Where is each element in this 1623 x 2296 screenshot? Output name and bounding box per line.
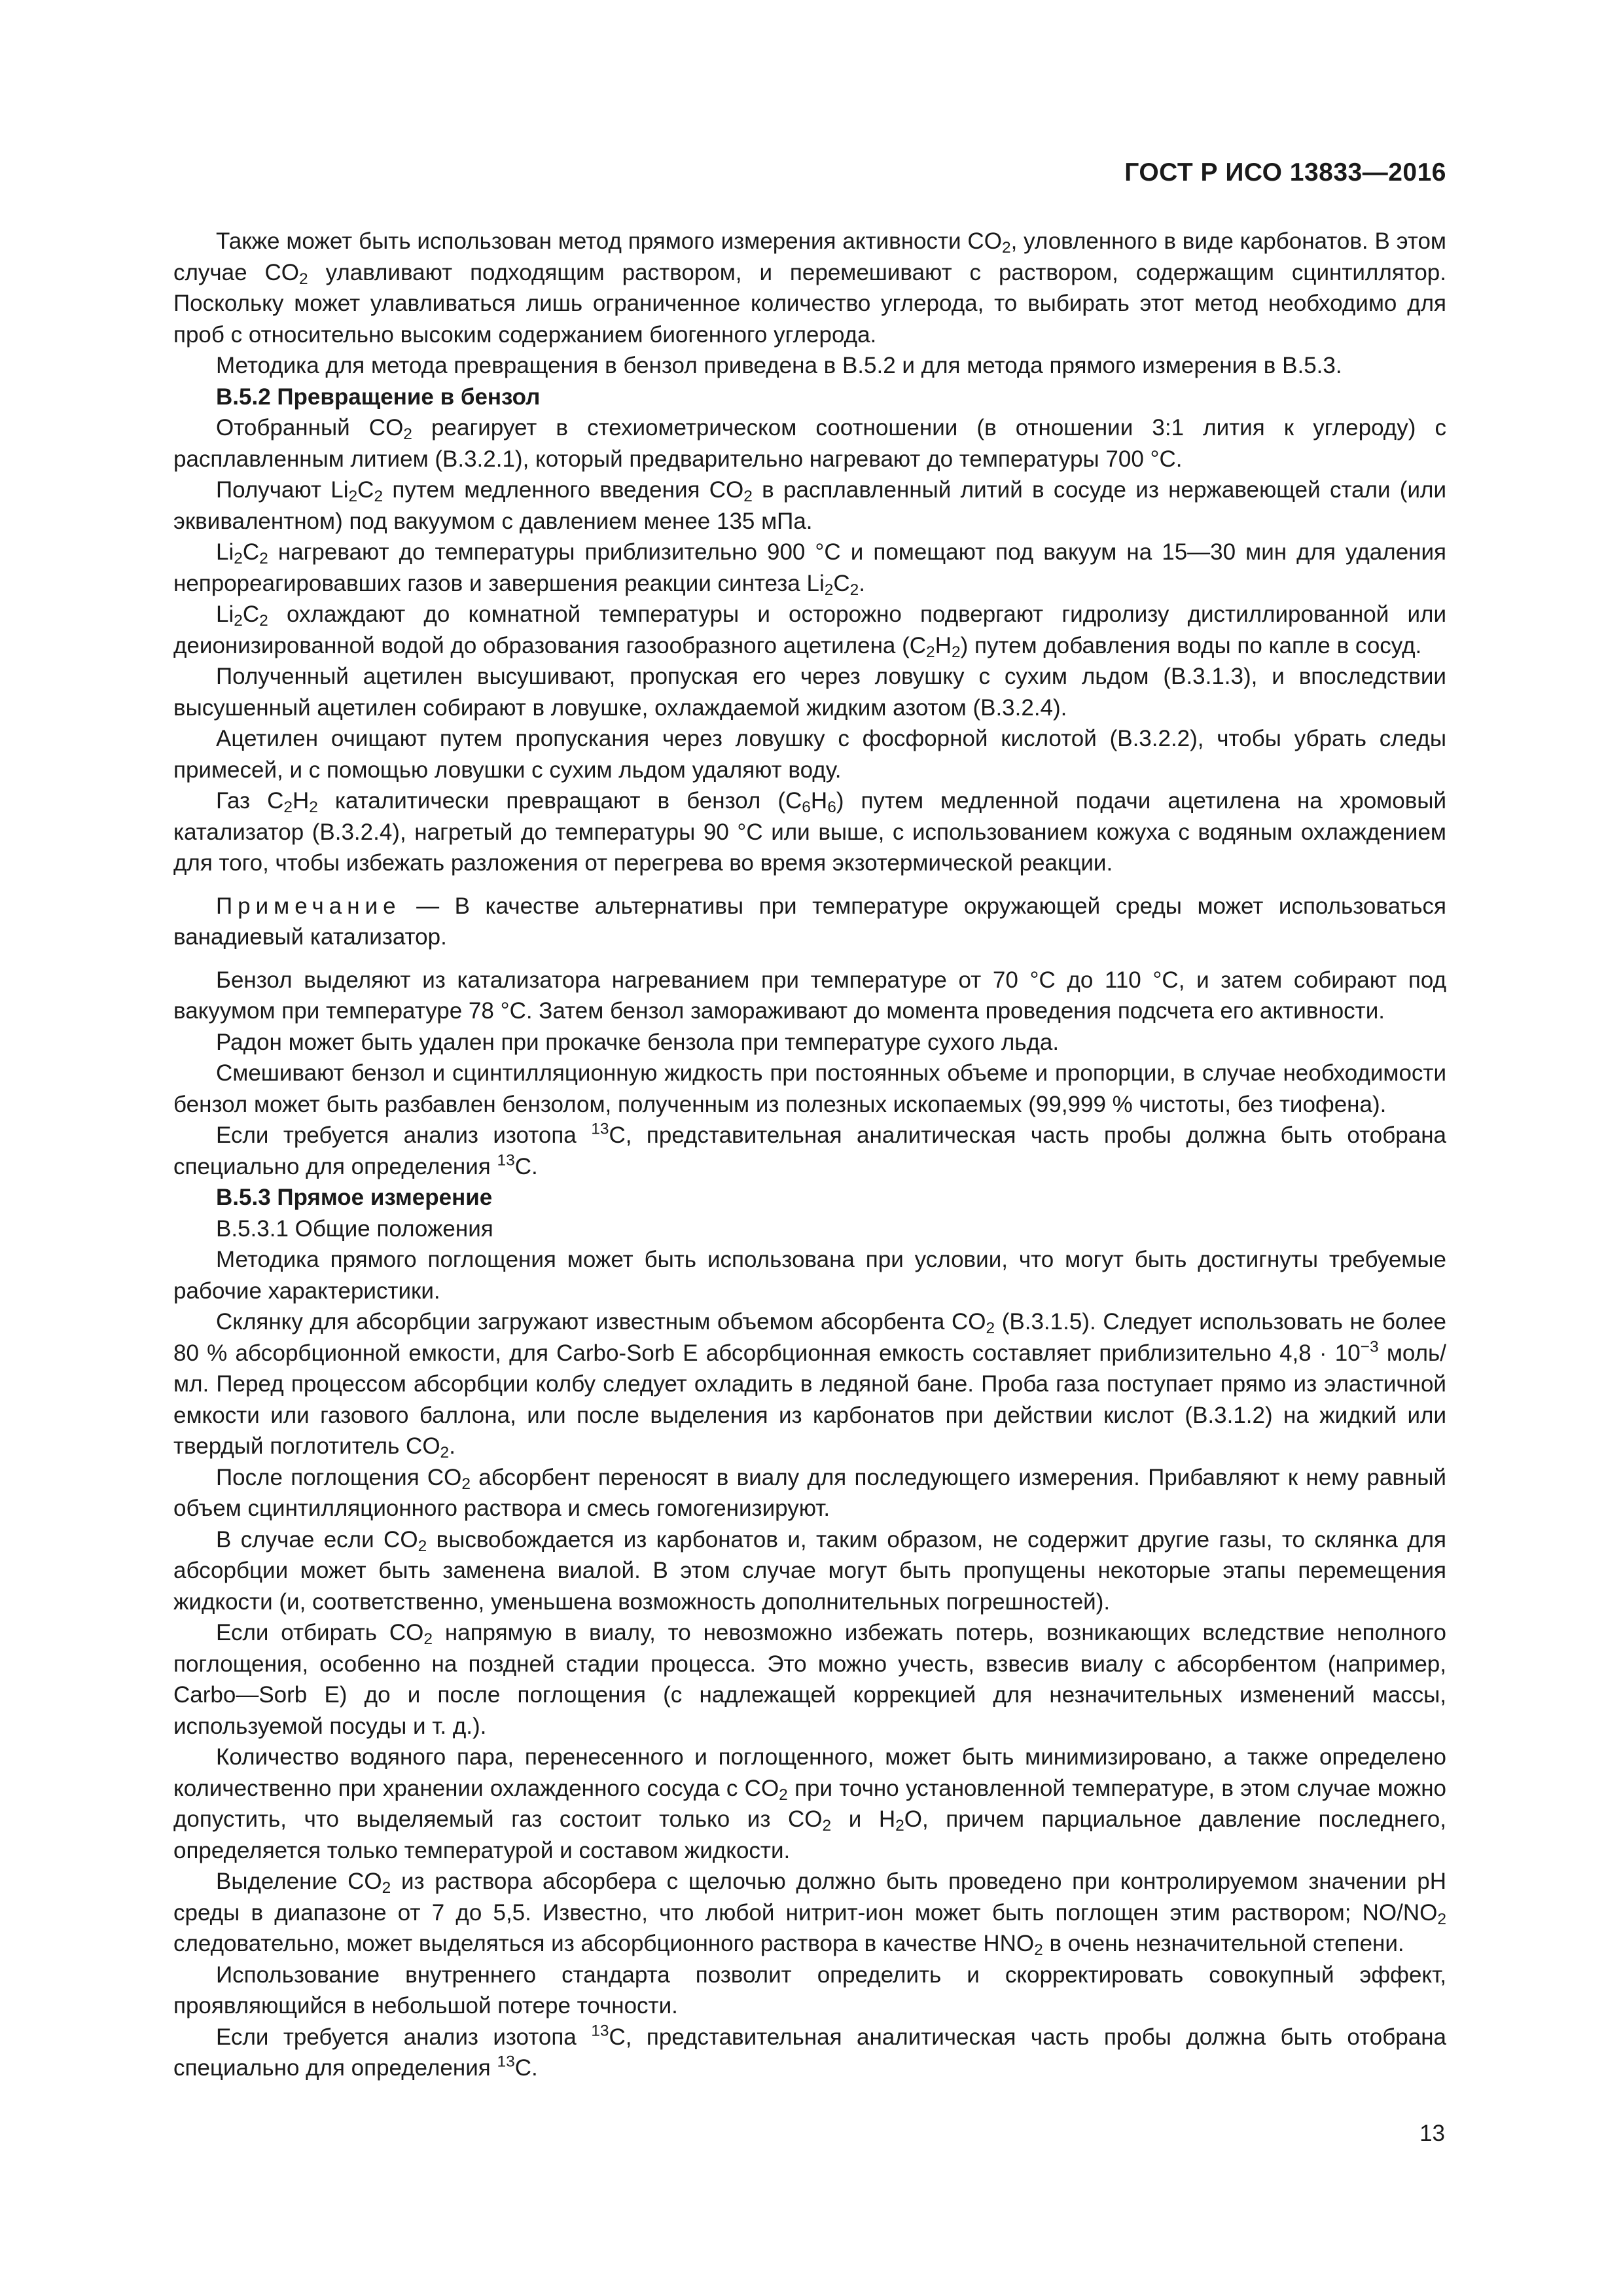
paragraph: Полученный ацетилен высушивают, пропуская его через ловушку с сухим льдом (В.3.1.3), и впоследствии высушенный ацетилен собирают в ловушке, охлаждаемой жидким азотом (В.3.2.4). bbox=[173, 664, 1446, 721]
paragraph: После поглощения $CO_2$ абсорбент переносят в виалу для последующего измерения. Прибавляют к нему равный объем сцинтилляционного раствора и смесь гомогенизируют. bbox=[173, 1464, 1446, 1521]
paragraph: $Li_2C_2$ нагревают до температуры приблизительно 900 °С и помещают под вакуум на 15—30 мин для удаления непрореагировавших газов и завершения реакции синтеза $Li_2C_2$. bbox=[173, 539, 1446, 599]
paragraph: Выделение $CO_2$ из раствора абсорбера с щелочью должно быть проведено при контролируемом значении pH среды в диапазоне от 7 до 5,5. Известно, что любой нитрит-ион может быть поглощен этим раствором; $NO/NO_2$ следовательно, может выделяться из абсорбционного раствора в качестве $HNO_2$ в очень незначительной степени. bbox=[173, 1869, 1446, 1960]
paragraph: Бензол выделяют из катализатора нагреванием при температуре от 70 °С до 110 °С, и затем собирают под вакуумом при температуре 78 °С. Затем бензол замораживают до момента проведения подсчета его активности. bbox=[173, 967, 1446, 1024]
paragraph: В случае если $CO_2$ высвобождается из карбонатов и, таким образом, не содержит другие газы, то склянка для абсорбции может быть заменена виалой. В этом случае могут быть пропущены некоторые этапы перемещения жидкости (и, соответственно, уменьшена возможность дополнительных погрешностей). bbox=[173, 1526, 1447, 1615]
page-number: 13 bbox=[1419, 2121, 1445, 2146]
paragraph: Если требуется анализ изотопа $^{13}$C, представительная аналитическая часть пробы должна быть отобрана специально для определения $^{13}$C. bbox=[173, 2022, 1447, 2081]
note-label: Примечание bbox=[216, 893, 401, 919]
paragraph: Смешивают бензол и сцинтилляционную жидкость при постоянных объеме и пропорции, в случае необходимости бензол может быть разбавлен бензолом, полученным из полезных ископаемых (99,999 % чистоты, без тиофена). bbox=[173, 1060, 1446, 1117]
paragraph: Склянку для абсорбции загружают известным объемом абсорбента $CO_2$ (В.3.1.5). Следует использовать не более 80 % абсорбционной емкости, для Carbo-Sorb E абсорбционная емкость составляет приблизительно $4,8 \cdot 10^{-3}$ моль/мл. Перед процессом абсорбции колбу следует охладить в ледяной бане. Проба газа поступает прямо из эластичной емкости или газового баллона, или после выделения из карбонатов при действии кислот (В.3.1.2) на жидкий или твердый поглотитель $CO_2$. bbox=[173, 1309, 1446, 1462]
paragraph: Также может быть использован метод прямого измерения активности $CO_2$, уловленного в виде карбонатов. В этом случае $CO_2$ улавливают подходящим раствором, и перемешивают с раствором, содержащим сцинтиллятор. Поскольку может улавливаться лишь ограниченное количество углерода, то выбирать этот метод необходимо для проб с относительно высоким содержанием биогенного углерода. bbox=[173, 228, 1446, 348]
section-heading-b53: В.5.3 Прямое измерение bbox=[216, 1185, 493, 1210]
paragraph: Количество водяного пара, перенесенного и поглощенного, может быть минимизировано, а также определено количественно при хранении охлажденного сосуда с $CO_2$ при точно установленной температуре, в этом случае можно допустить, что выделяемый газ состоит только из $CO_2$ и $H_2O$, причем парциальное давление последнего, определяется только температурой и составом жидкости. bbox=[173, 1744, 1446, 1863]
paragraph: Радон может быть удален при прокачке бензола при температуре сухого льда. bbox=[216, 1029, 1060, 1055]
note-text: — В качестве альтернативы при температуре окружающей среды может использоваться ванадиевый катализатор. bbox=[173, 893, 1446, 950]
paragraph: Методика прямого поглощения может быть использована при условии, что могут быть достигнуты требуемые рабочие характеристики. bbox=[173, 1247, 1446, 1304]
paragraph: Отобранный $CO_2$ реагирует в стехиометрическом соотношении (в отношении 3:1 лития к углероду) с расплавленным литием (В.3.2.1), который предварительно нагревают до температуры 700 °С. bbox=[173, 415, 1446, 472]
note bbox=[173, 891, 1446, 953]
document-header: ГОСТ Р ИСО 13833—2016 bbox=[1124, 158, 1446, 187]
section-heading-b52: В.5.2 Превращение в бензол bbox=[216, 384, 541, 410]
paragraph: Газ $C_2H_2$ каталитически превращают в бензол $(C_6H_6)$ путем медленной подачи ацетилена на хромовый катализатор (В.3.2.4), нагретый до температуры 90 °С или выше, с использованием кожуха с водяным охлаждением для того, чтобы избежать разложения от перегрева во время экзотермической реакции. bbox=[173, 788, 1447, 876]
paragraph: Если требуется анализ изотопа $^{13}$C, представительная аналитическая часть пробы должна быть отобрана специально для определения $^{13}$C. bbox=[173, 1120, 1447, 1179]
paragraph: $Li_2C_2$ охлаждают до комнатной температуры и осторожно подвергают гидролизу дистиллированной или деионизированной водой до образования газообразного ацетилена $(C_2H_2)$ путем добавления воды по капле в сосуд. bbox=[173, 601, 1446, 661]
paragraph: Получают $Li_2C_2$ путем медленного введения $CO_2$ в расплавленный литий в сосуде из нержавеющей стали (или эквивалентном) под вакуумом с давлением менее 135 мПа. bbox=[173, 477, 1446, 534]
subsection-heading-b531: В.5.3.1 Общие положения bbox=[216, 1215, 493, 1242]
paragraph: Если отбирать $CO_2$ напрямую в виалу, то невозможно избежать потерь, возникающих вследствие неполного поглощения, особенно на поздней стадии процесса. Это можно учесть, взвесив виалу с абсорбентом (например, Carbo—Sorb E) до и после поглощения (с надлежащей коррекцией для незначительных изменений массы, используемой посуды и т. д.). bbox=[173, 1620, 1447, 1739]
document-body bbox=[173, 226, 1446, 2084]
paragraph: Методика для метода превращения в бензол приведена в В.5.2 и для метода прямого измерения в В.5.3. bbox=[216, 353, 1342, 378]
paragraph: Ацетилен очищают путем пропускания через ловушку с фосфорной кислотой (В.3.2.2), чтобы убрать следы примесей, и с помощью ловушки с сухим льдом удаляют воду. bbox=[173, 726, 1446, 783]
paragraph: Использование внутреннего стандарта позволит определить и скорректировать совокупный эффект, проявляющийся в небольшой потере точности. bbox=[173, 1962, 1446, 2018]
